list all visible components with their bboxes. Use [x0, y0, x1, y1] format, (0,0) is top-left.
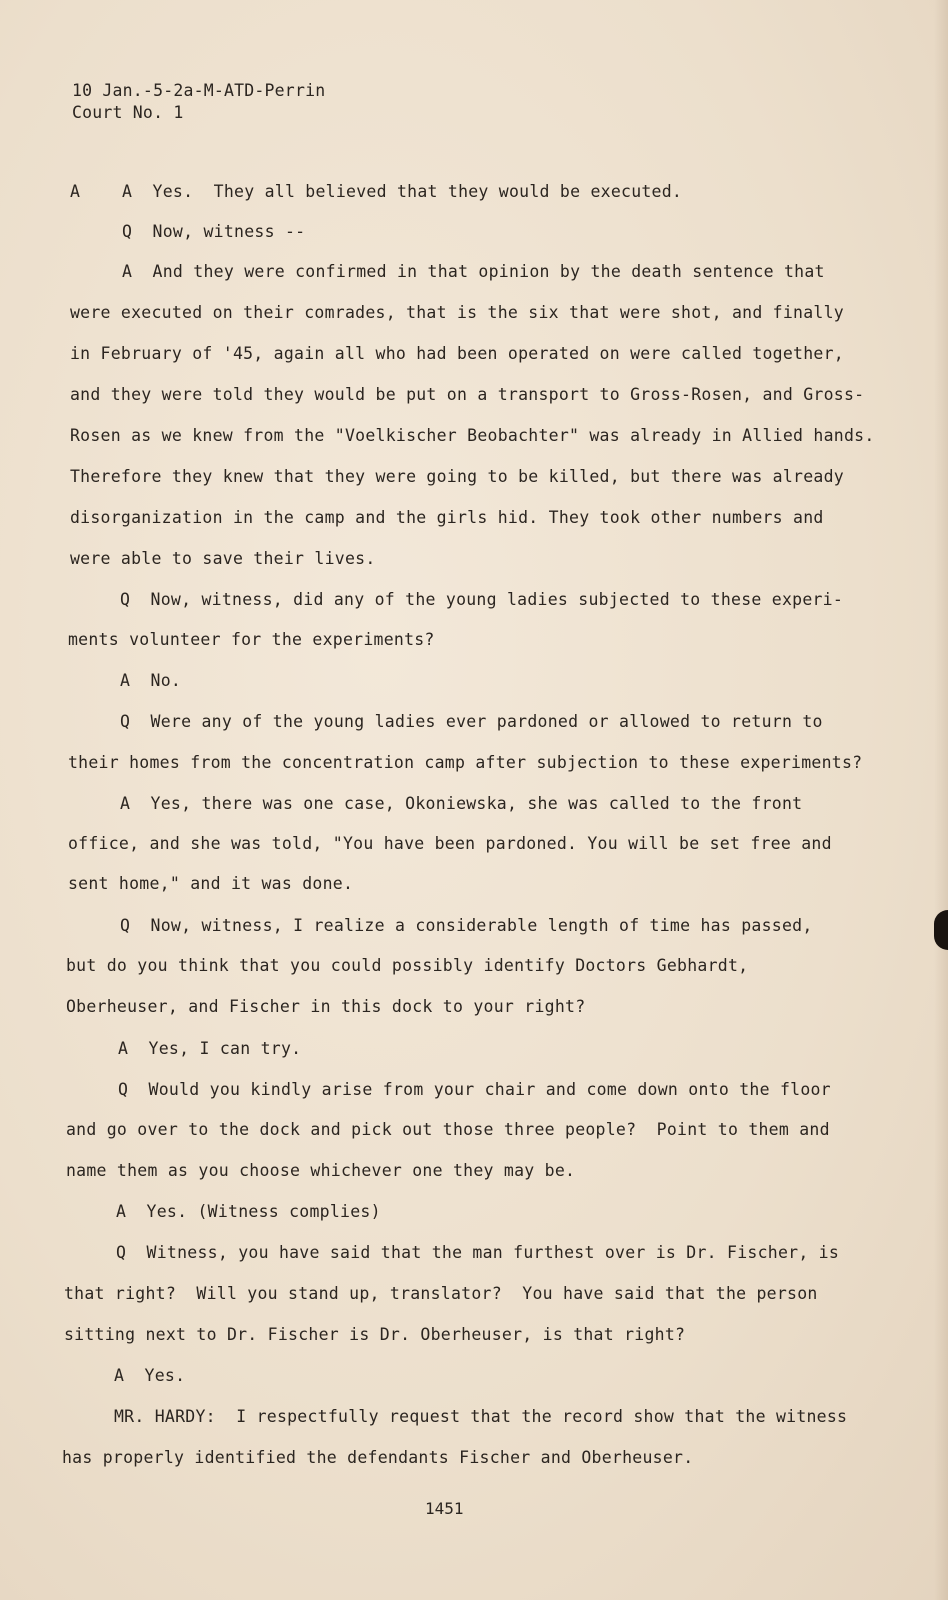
transcript-line: Q Now, witness, did any of the young ladies subjected to these experi- — [120, 590, 844, 609]
transcript-line: has properly identified the defendants Fischer and Oberheuser. — [62, 1448, 694, 1467]
transcript-line: in February of '45, again all who had been operated on were called together, — [70, 344, 844, 363]
header-line-1: 10 Jan.-5-2a-M-ATD-Perrin — [72, 81, 326, 100]
transcript-line: and go over to the dock and pick out those three people? Point to them and — [66, 1120, 830, 1139]
transcript-line: Oberheuser, and Fischer in this dock to your right? — [66, 997, 586, 1016]
transcript-line: their homes from the concentration camp after subjection to these experiments? — [68, 753, 863, 772]
transcript-line: disorganization in the camp and the girls hid. They took other numbers and — [70, 508, 824, 527]
transcript-line: A Yes. They all believed that they would be executed. — [122, 182, 683, 201]
transcript-line: A Yes, I can try. — [118, 1039, 302, 1058]
document-header — [72, 80, 325, 124]
transcript-line: A Yes. — [114, 1366, 186, 1385]
transcript-line: A Yes. (Witness complies) — [116, 1202, 381, 1221]
transcript-line: A And they were confirmed in that opinion by the death sentence that — [122, 262, 825, 281]
transcript-line: sitting next to Dr. Fischer is Dr. Oberheuser, is that right? — [64, 1325, 686, 1344]
transcript-line: that right? Will you stand up, translator? You have said that the person — [64, 1284, 818, 1303]
transcript-line: MR. HARDY: I respectfully request that the record show that the witness — [114, 1407, 848, 1426]
transcript-line: Rosen as we knew from the "Voelkischer Beobachter" was already in Allied hands. — [70, 426, 875, 445]
punch-hole — [934, 910, 948, 950]
transcript-line: Therefore they knew that they were going to be killed, but there was already — [70, 467, 844, 486]
page-number: 1451 — [425, 1499, 464, 1518]
transcript-line: office, and she was told, "You have been pardoned. You will be set free and — [68, 834, 832, 853]
page-edge-shadow — [934, 0, 948, 1600]
transcript-line: A Yes, there was one case, Okoniewska, she was called to the front — [120, 794, 803, 813]
transcript-line: were executed on their comrades, that is the six that were shot, and finally — [70, 303, 844, 322]
margin-mark: A — [70, 182, 80, 201]
transcript-line: ments volunteer for the experiments? — [68, 630, 435, 649]
transcript-line: Q Witness, you have said that the man furthest over is Dr. Fischer, is — [116, 1243, 840, 1262]
header-line-2: Court No. 1 — [72, 103, 184, 122]
transcript-line: but do you think that you could possibly identify Doctors Gebhardt, — [66, 956, 749, 975]
transcript-line: Q Now, witness -- — [122, 222, 306, 241]
transcript-line: Q Would you kindly arise from your chair and come down onto the floor — [118, 1080, 831, 1099]
transcript-line: were able to save their lives. — [70, 549, 376, 568]
transcript-line: A No. — [120, 671, 182, 690]
transcript-line: sent home," and it was done. — [68, 874, 354, 893]
transcript-line: Q Were any of the young ladies ever pardoned or allowed to return to — [120, 712, 823, 731]
transcript-line: name them as you choose whichever one they may be. — [66, 1161, 576, 1180]
transcript-line: and they were told they would be put on a transport to Gross-Rosen, and Gross- — [70, 385, 865, 404]
transcript-line: Q Now, witness, I realize a considerable length of time has passed, — [120, 916, 813, 935]
